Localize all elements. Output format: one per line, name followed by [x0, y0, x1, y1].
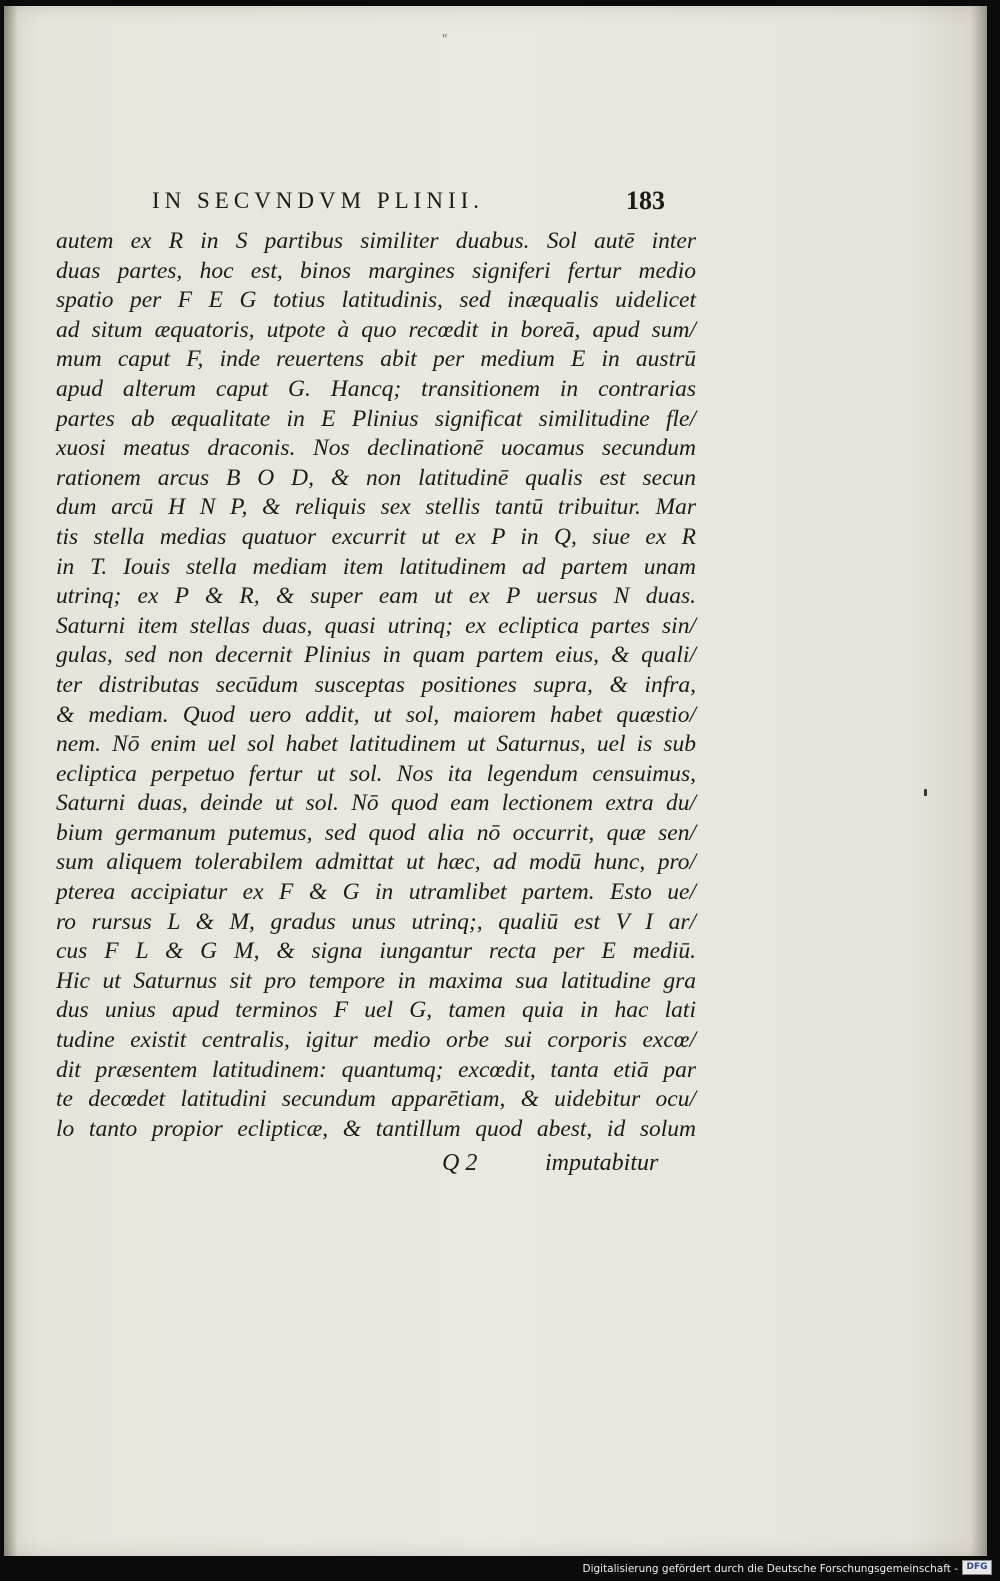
text-line: dum arcū H N P, & reliquis sex stellis tantū tribuitur. Mar [56, 494, 696, 521]
text-line: utrinq; ex P & R, & super eam ut ex P uersus N duas. [56, 583, 696, 610]
text-line: ter distributas secūdum susceptas positiones supra, & infra, [56, 671, 696, 698]
text-line: pterea accipiatur ex F & G in utramlibet partem. Esto ue/ [56, 879, 696, 906]
text-line: partes ab æqualitate in E Plinius significat similitudine fle/ [56, 405, 696, 432]
dfg-logo: DFG [962, 1560, 992, 1575]
text-line: ecliptica perpetuo fertur ut sol. Nos ita legendum censuimus, [56, 760, 696, 787]
text-line: ad situm æquatoris, utpote à quo recœdit in boreā, apud sum/ [56, 316, 696, 343]
ink-speck [924, 789, 927, 796]
book-page [4, 6, 987, 1556]
text-line: dit præsentem latitudinem: quantumq; excœdit, tanta etiā par [56, 1056, 696, 1083]
text-line: dus unius apud terminos F uel G, tamen quia in hac lati [56, 997, 696, 1024]
text-line: tudine existit centralis, igitur medio orbe sui corporis excœ/ [56, 1027, 696, 1054]
signature-mark: Q 2 [442, 1150, 478, 1176]
text-line: bium germanum putemus, sed quod alia nō occurrit, quæ sen/ [56, 819, 696, 846]
text-line: Saturni item stellas duas, quasi utrinq; ex ecliptica partes sin/ [56, 612, 696, 639]
text-line: tis stella medias quatuor excurrit ut ex P in Q, siue ex R [56, 523, 696, 550]
text-line: Hic ut Saturnus sit pro tempore in maxima sua latitudine gra [56, 967, 696, 994]
running-head: IN SECVNDVM PLINII. [152, 188, 485, 213]
text-line: in T. Iouis stella mediam item latitudinem ad partem unam [56, 553, 696, 580]
text-line: gulas, sed non decernit Plinius in quam partem eius, & quali/ [56, 642, 696, 669]
text-line: lo tanto propior eclipticæ, & tantillum quod abest, id solum [56, 1115, 696, 1142]
text-line: Saturni duas, deinde ut sol. Nō quod eam lectionem extra du/ [56, 790, 696, 817]
text-line: te decœdet latitudini secundum apparētiam, & uidebitur ocu/ [56, 1086, 696, 1113]
digitization-credit: Digitalisierung gefördert durch die Deutsche Forschungsgemeinschaft - [582, 1563, 958, 1575]
body-text [56, 227, 696, 1144]
spine-shadow [4, 6, 18, 1556]
text-line: spatio per F E G totius latitudinis, sed inæqualis uidelicet [56, 287, 696, 314]
text-line: duas partes, hoc est, binos margines signiferi fertur medio [56, 257, 696, 284]
text-line: mum caput F, inde reuertens abit per medium E in austrū [56, 346, 696, 373]
text-line: cus F L & G M, & signa iungantur recta per E mediū. [56, 938, 696, 965]
page-edge-shadow [971, 6, 987, 1556]
top-mark: " [442, 32, 448, 46]
folio-number: 183 [626, 186, 665, 215]
text-line: & mediam. Quod uero addit, ut sol, maiorem habet quæstio/ [56, 701, 696, 728]
catchword: imputabitur [545, 1150, 659, 1176]
text-line: rationem arcus B O D, & non latitudinē qualis est secun [56, 464, 696, 491]
text-line: autem ex R in S partibus similiter duabus. Sol autē inter [56, 228, 696, 254]
text-line: nem. Nō enim uel sol habet latitudinem ut Saturnus, uel is sub [56, 731, 696, 758]
text-line: apud alterum caput G. Hancq; transitionem in contrarias [56, 375, 696, 402]
text-line: sum aliquem tolerabilem admittat ut hæc, ad modū hunc, pro/ [56, 849, 696, 876]
text-line: xuosi meatus draconis. Nos declinationē uocamus secundum [56, 435, 696, 462]
text-line: ro rursus L & M, gradus unus utrinq;, qualiū est V I ar/ [56, 908, 696, 935]
